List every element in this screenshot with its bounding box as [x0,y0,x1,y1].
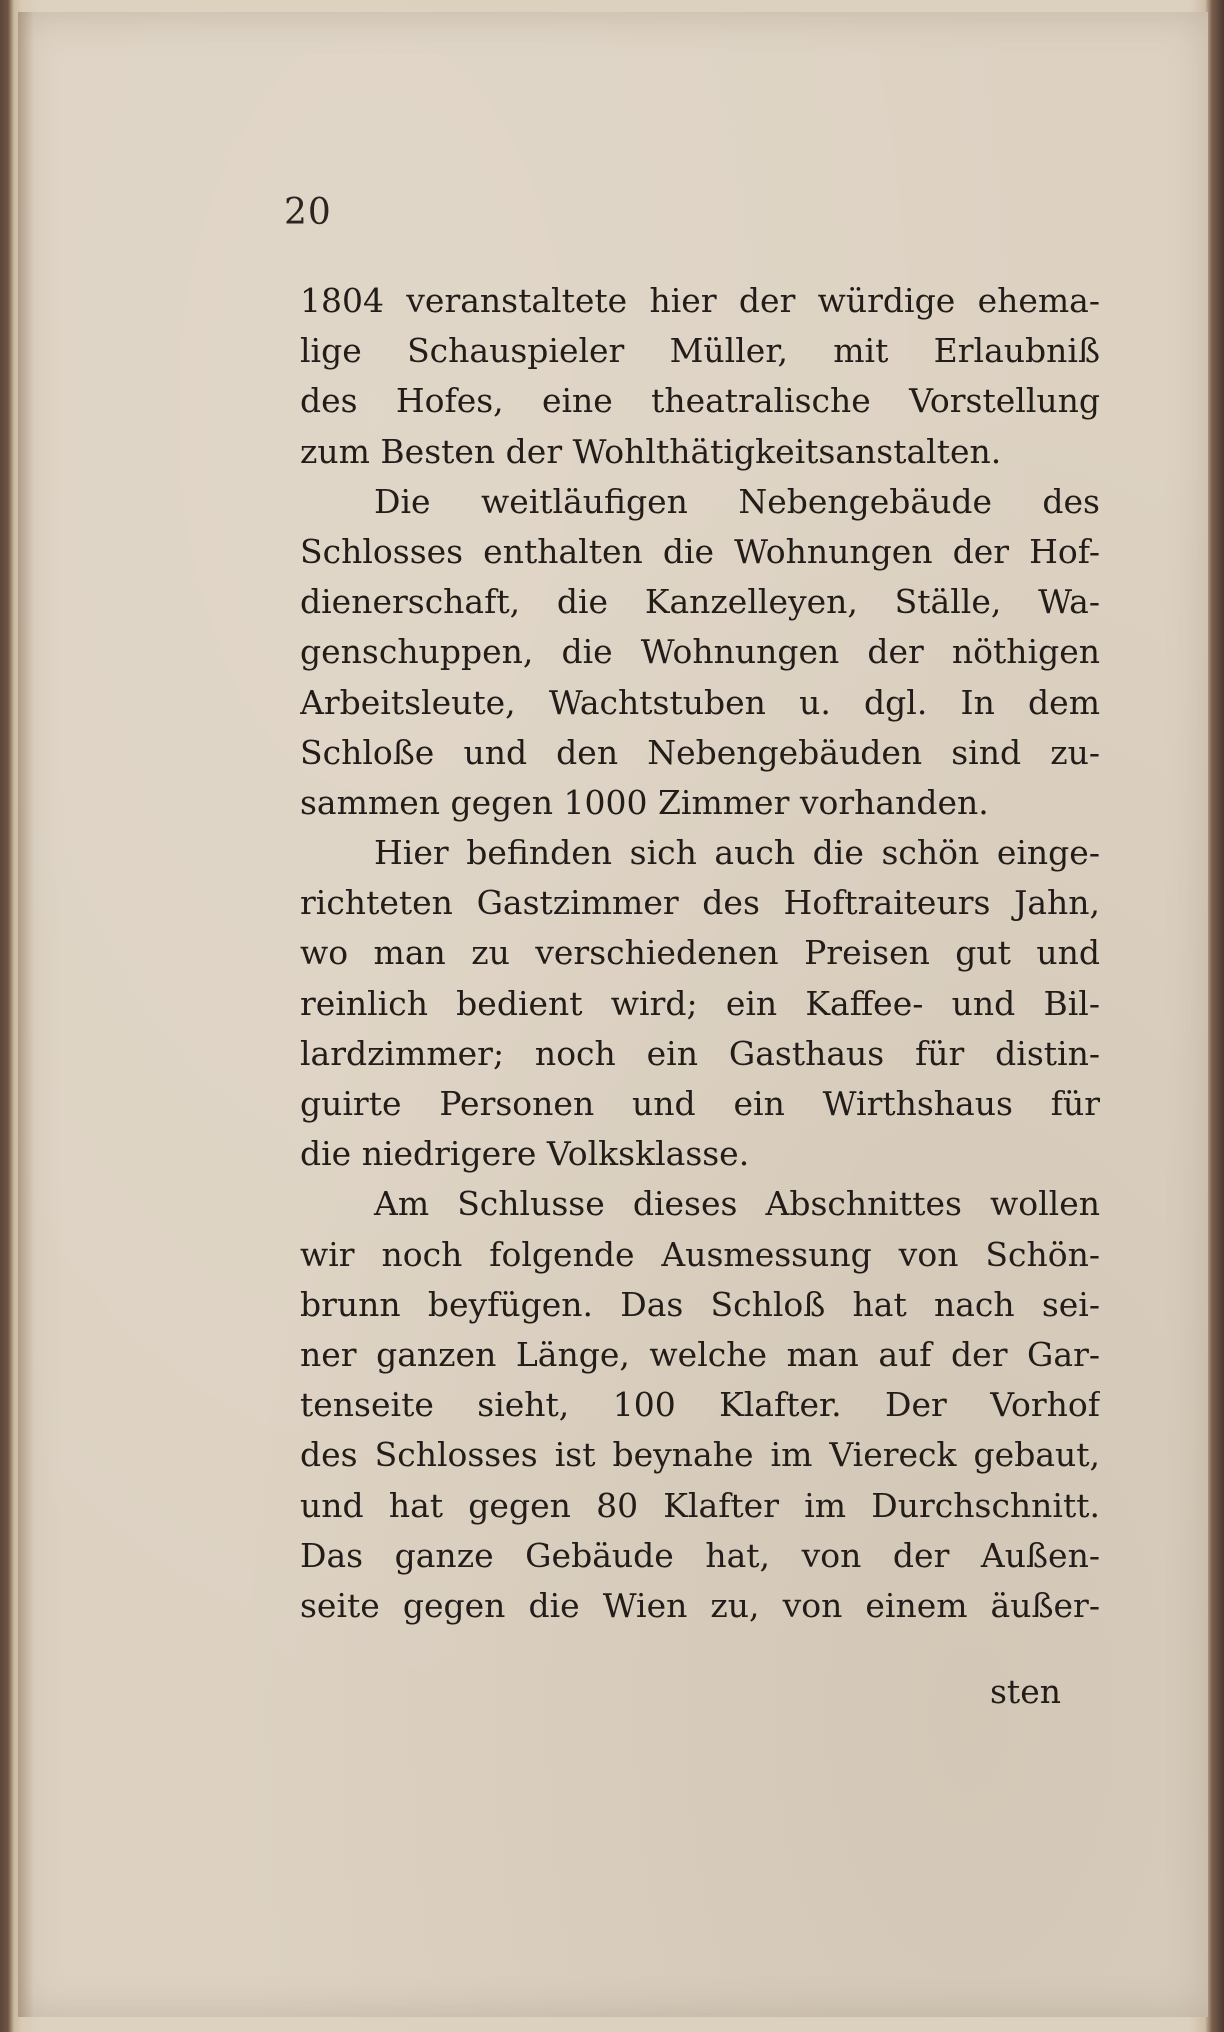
text-line: Am Schlusse dieses Abschnittes wollen [374,1184,1100,1224]
text-line: lige Schauspieler Müller, mit Erlaubniß [300,331,1100,371]
text-line: lardzimmer; noch ein Gasthaus für distin- [300,1033,1100,1073]
page-number: 20 [284,192,332,233]
text-line: brunn beyfügen. Das Schloß hat nach sei- [300,1284,1100,1324]
text-line: Die weitläufigen Nebengebäude des [374,481,1100,521]
text-line: dienerschaft, die Kanzelleyen, Ställe, Wa- [300,582,1100,622]
text-line: wo man zu verschiedenen Preisen gut und [300,933,1100,973]
page-gutter-shadow [18,12,34,2017]
text-line: Schlosses enthalten die Wohnungen der Hof- [300,531,1100,571]
text-line: zum Besten der Wohlthätigkeitsanstalten. [300,431,1002,471]
text-line: Das ganze Gebäude hat, von der Außen- [300,1535,1100,1575]
text-line: guirte Personen und ein Wirthshaus für [300,1084,1100,1123]
text-line: und hat gegen 80 Klafter im Durchschnitt. [300,1485,1100,1525]
text-line: Arbeitsleute, Wachtstuben u. dgl. In dem [300,682,1100,722]
catchword: sten [990,1672,1061,1711]
text-line: des Hofes, eine theatralische Vorstellung [300,381,1100,421]
text-line: 1804 veranstaltete hier der würdige ehema- [300,281,1100,320]
text-line: wir noch folgende Ausmessung von Schön- [300,1234,1100,1274]
text-line: reinlich bedient wird; ein Kaffee- und Bil- [300,983,1100,1023]
text-line: des Schlosses ist beynahe im Viereck gebaut, [300,1435,1100,1475]
text-line: genschuppen, die Wohnungen der nöthigen [300,632,1100,672]
text-line: tenseite sieht, 100 Klafter. Der Vorhof [300,1385,1100,1425]
text-line: Hier befinden sich auch die schön einge- [374,833,1100,873]
text-line: die niedrigere Volksklasse. [300,1134,750,1174]
body-text [300,276,1100,1631]
text-line: Schloße und den Nebengebäuden sind zu- [300,732,1100,772]
text-line: seite gegen die Wien zu, von einem äußer- [300,1585,1100,1625]
text-line: sammen gegen 1000 Zimmer vorhanden. [300,782,989,822]
text-line: richteten Gastzimmer des Hoftraiteurs Jahn, [300,883,1100,923]
text-line: ner ganzen Länge, welche man auf der Gar- [300,1334,1100,1374]
